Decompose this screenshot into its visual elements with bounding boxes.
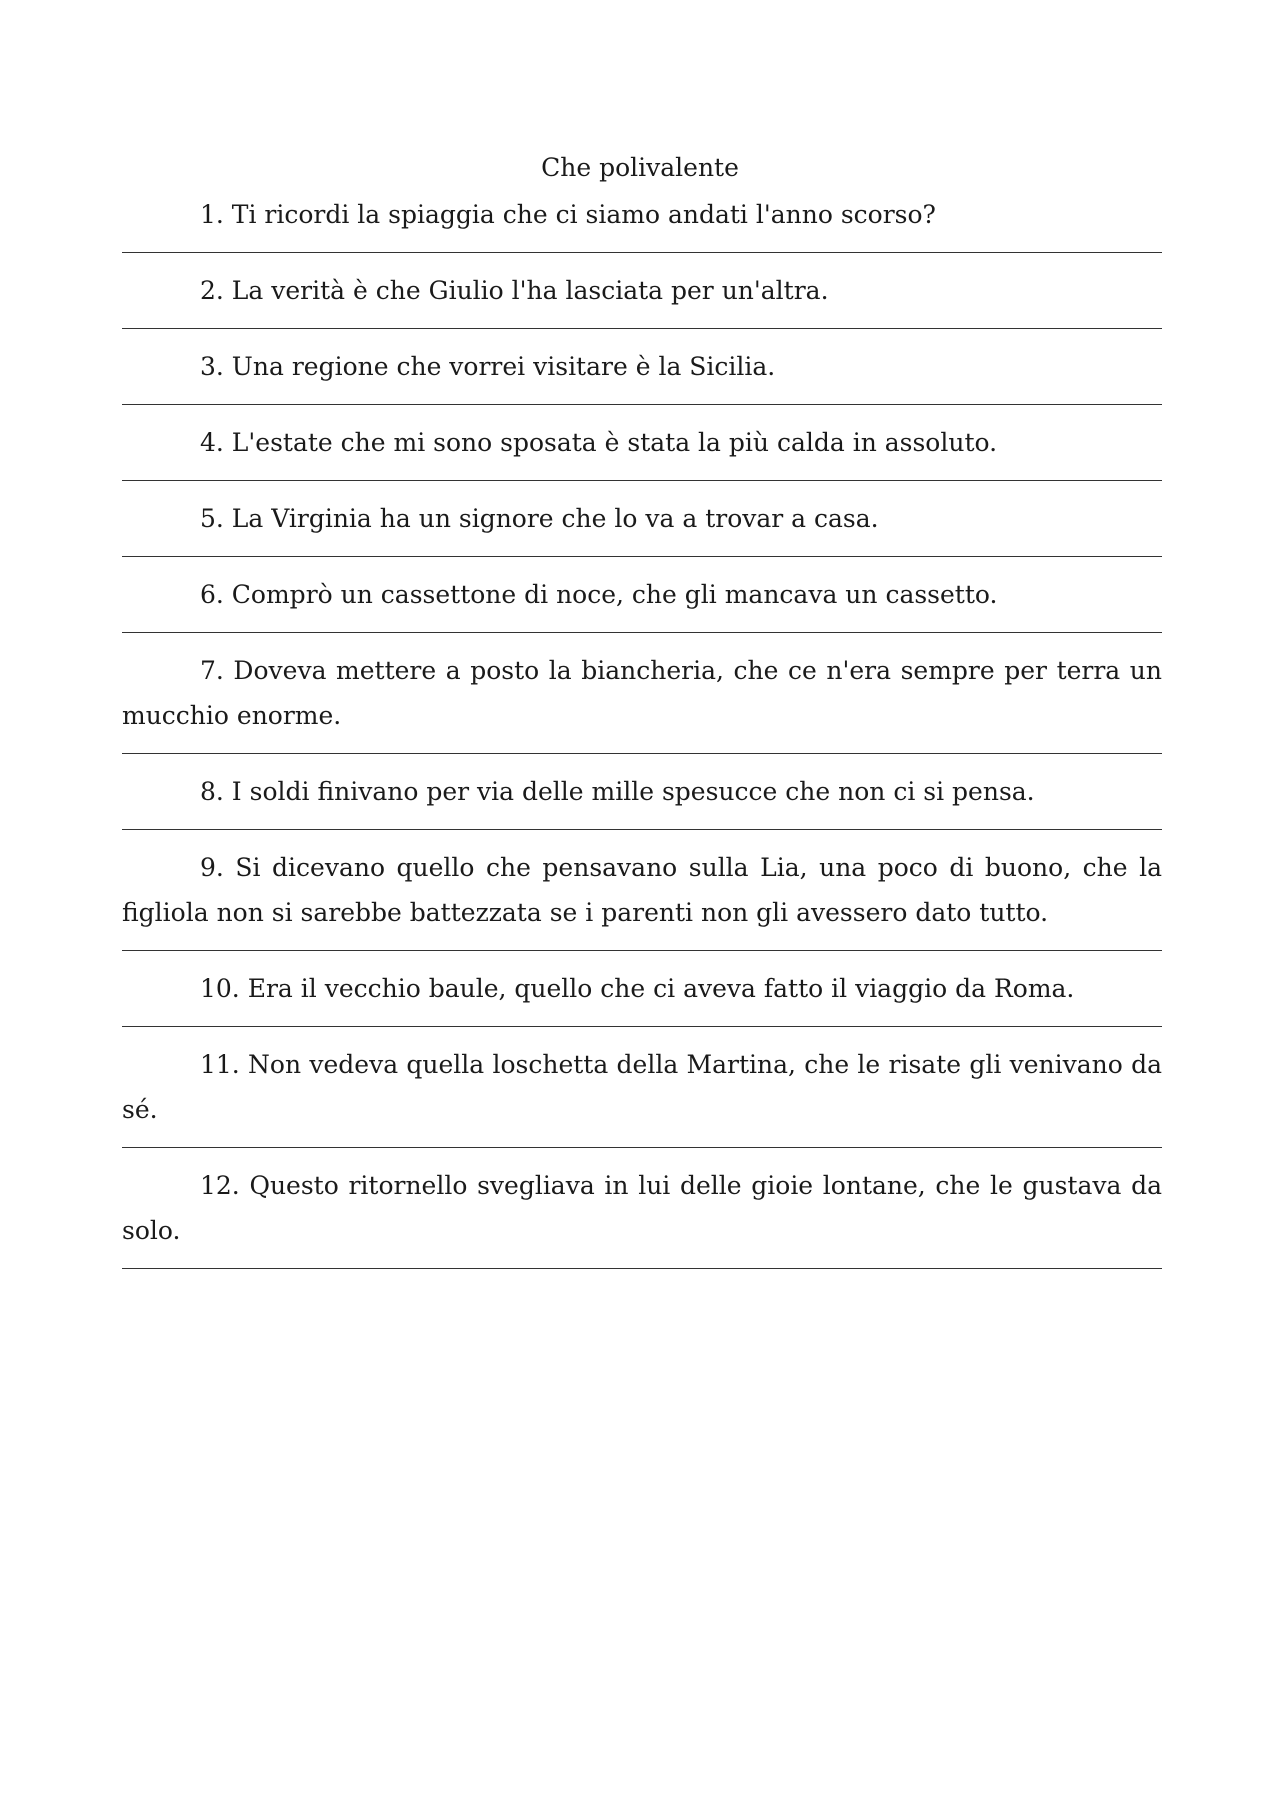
answer-line [122, 753, 1162, 754]
exercise-item: 8. I soldi finivano per via delle mille spesucce che non ci si pensa. [200, 777, 1035, 806]
answer-line [122, 480, 1162, 481]
answer-line [122, 950, 1162, 951]
exercise-item: 7. Doveva mettere a posto la biancheria, che ce n'era sempre per terra un mucchio enorme. [122, 656, 1162, 730]
answer-line [122, 1147, 1162, 1148]
answer-line [122, 404, 1162, 405]
answer-line [122, 829, 1162, 830]
exercise-item: 10. Era il vecchio baule, quello che ci aveva fatto il viaggio da Roma. [200, 974, 1075, 1003]
exercise-item: 5. La Virginia ha un signore che lo va a trovar a casa. [200, 504, 879, 533]
answer-line [122, 328, 1162, 329]
answer-line [122, 632, 1162, 633]
exercise-item: 12. Questo ritornello svegliava in lui delle gioie lontane, che le gustava da solo. [122, 1171, 1162, 1245]
page-title: Che polivalente [541, 153, 739, 182]
answer-line [122, 1026, 1162, 1027]
exercise-item: 3. Una regione che vorrei visitare è la Sicilia. [200, 352, 776, 381]
exercise-item: 4. L'estate che mi sono sposata è stata la più calda in assoluto. [200, 428, 998, 457]
answer-line [122, 252, 1162, 253]
answer-line [122, 556, 1162, 557]
exercise-item: 2. La verità è che Giulio l'ha lasciata per un'altra. [200, 276, 829, 305]
exercise-item: 6. Comprò un cassettone di noce, che gli mancava un cassetto. [200, 580, 998, 609]
exercise-item: 1. Ti ricordi la spiaggia che ci siamo andati l'anno scorso? [200, 200, 936, 229]
exercise-item: 11. Non vedeva quella loschetta della Martina, che le risate gli venivano da sé. [122, 1050, 1162, 1124]
answer-line [122, 1268, 1162, 1269]
exercise-item: 9. Si dicevano quello che pensavano sulla Lia, una poco di buono, che la figliola non si sarebbe battezzata se i parenti non gli avessero dato tutto. [122, 853, 1162, 927]
exercise-list [122, 192, 1162, 1284]
